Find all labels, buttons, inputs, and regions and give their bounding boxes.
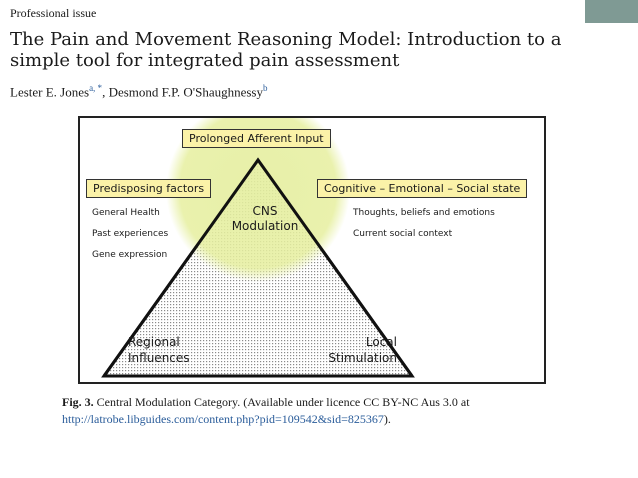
local-stimulation-label [321, 334, 397, 366]
corner-accent-block [585, 0, 638, 23]
figure-number: Fig. 3. [62, 395, 94, 409]
author-2-affiliation: b [263, 83, 268, 93]
caption-link[interactable]: http://latrobe.libguides.com/content.php?pid=109542&sid=825367 [62, 412, 384, 426]
figure-3-diagram [78, 116, 546, 384]
predisposing-factors-box: Predisposing factors [86, 179, 211, 198]
center-label-line-2: Modulation [231, 219, 299, 233]
local-line-1: Local [365, 335, 397, 349]
regional-influences-label [128, 334, 190, 366]
list-item: General Health [92, 208, 160, 218]
cognitive-emotional-social-box: Cognitive – Emotional – Social state [317, 179, 527, 198]
author-line [10, 83, 268, 100]
cognitive-state-list [353, 203, 495, 245]
caption-end: ). [383, 412, 391, 426]
center-label-line-1: CNS [252, 204, 278, 218]
list-item: Gene expression [92, 250, 168, 260]
caption-text: Central Modulation Category. (Available under licence CC BY-NC Aus 3.0 at [93, 395, 470, 409]
regional-line-2: Influences [128, 351, 190, 365]
cns-modulation-label [220, 204, 310, 234]
prolonged-afferent-input-box: Prolonged Afferent Input [182, 129, 331, 148]
list-item: Current social context [353, 229, 453, 239]
regional-line-1: Regional [128, 335, 180, 349]
article-title: The Pain and Movement Reasoning Model: Introduction to a simple tool for integrated pain assessment [10, 29, 562, 71]
list-item: Past experiences [92, 229, 169, 239]
predisposing-factors-list [92, 203, 168, 266]
author-1-affiliation: a, * [89, 83, 103, 93]
journal-section-label: Professional issue [10, 6, 97, 20]
local-line-2: Stimulation [328, 351, 397, 365]
author-2: , Desmond F.P. O'Shaughnessy [102, 84, 263, 100]
list-item: Thoughts, beliefs and emotions [353, 208, 495, 218]
figure-caption [62, 394, 582, 428]
author-1: Lester E. Jones [10, 84, 90, 100]
